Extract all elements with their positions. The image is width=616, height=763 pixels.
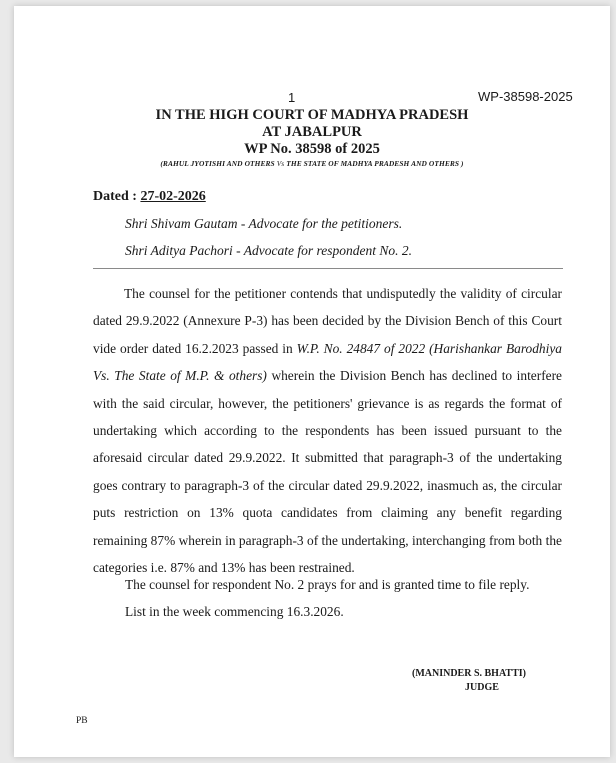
order-paragraph-1-text-a: The counsel for the petitioner contends that undisputedly the validity of circular dated 29.9.2022 (Annexure P-3) has been decided by the Division Bench of this Court vide order dated 16.2.2023 passed in [93, 286, 562, 356]
order-paragraph-2: The counsel for respondent No. 2 prays for and is granted time to file reply. [125, 577, 530, 592]
appearance-petitioner: Shri Shivam Gautam - Advocate for the petitioners. [125, 216, 403, 231]
judge-title: JUDGE [465, 682, 499, 693]
parties-versus: Vs [276, 159, 285, 168]
parties-respondent: THE STATE OF MADHYA PRADESH AND OTHERS ) [284, 159, 464, 168]
case-citation: W.P. No. 24847 of 2022 (Harishankar Barodhiya Vs. The State of M.P. & others) [93, 340, 562, 384]
order-paragraph-3: List in the week commencing 16.3.2026. [125, 604, 344, 619]
court-name: IN THE HIGH COURT OF MADHYA PRADESH [155, 107, 469, 123]
appearance-respondent: Shri Aditya Pachori - Advocate for respondent No. 2. [125, 243, 412, 258]
page-number: 1 [288, 90, 296, 105]
order-paragraph-1-text-b: wherein the Division Bench has declined to interfere with the said circular, however, the petitioners' grievance is as regards the format of undertaking which according to the respondents has been issued pursuant to the aforesaid circular dated 29.9.2022. It submitted that paragraph-3 of the undertaking goes contrary to paragraph-3 of the circular dated 29.9.2022, inasmuch as, the circular puts restriction on 13% quota candidates from claiming any benefit regarding remaining 87% wherein in paragraph-3 of the undertaking, interchanging from both the categories i.e. 87% and 13% has been restrained. [93, 368, 562, 576]
bench-location: AT JABALPUR [262, 124, 362, 140]
initials: PB [76, 716, 88, 726]
case-number: WP No. 38598 of 2025 [244, 141, 380, 157]
case-parties [14, 159, 610, 168]
separator-line [93, 268, 563, 269]
order-date [93, 189, 206, 205]
order-date-value: 27-02-2026 [140, 189, 206, 204]
judge-name: (MANINDER S. BHATTI) [412, 668, 526, 679]
order-paragraph-1 [93, 280, 562, 581]
document-page [14, 6, 610, 757]
order-date-label: Dated : [93, 189, 141, 204]
case-id: WP-38598-2025 [478, 89, 573, 104]
parties-petitioner: (RAHUL JYOTISHI AND OTHERS [160, 159, 277, 168]
